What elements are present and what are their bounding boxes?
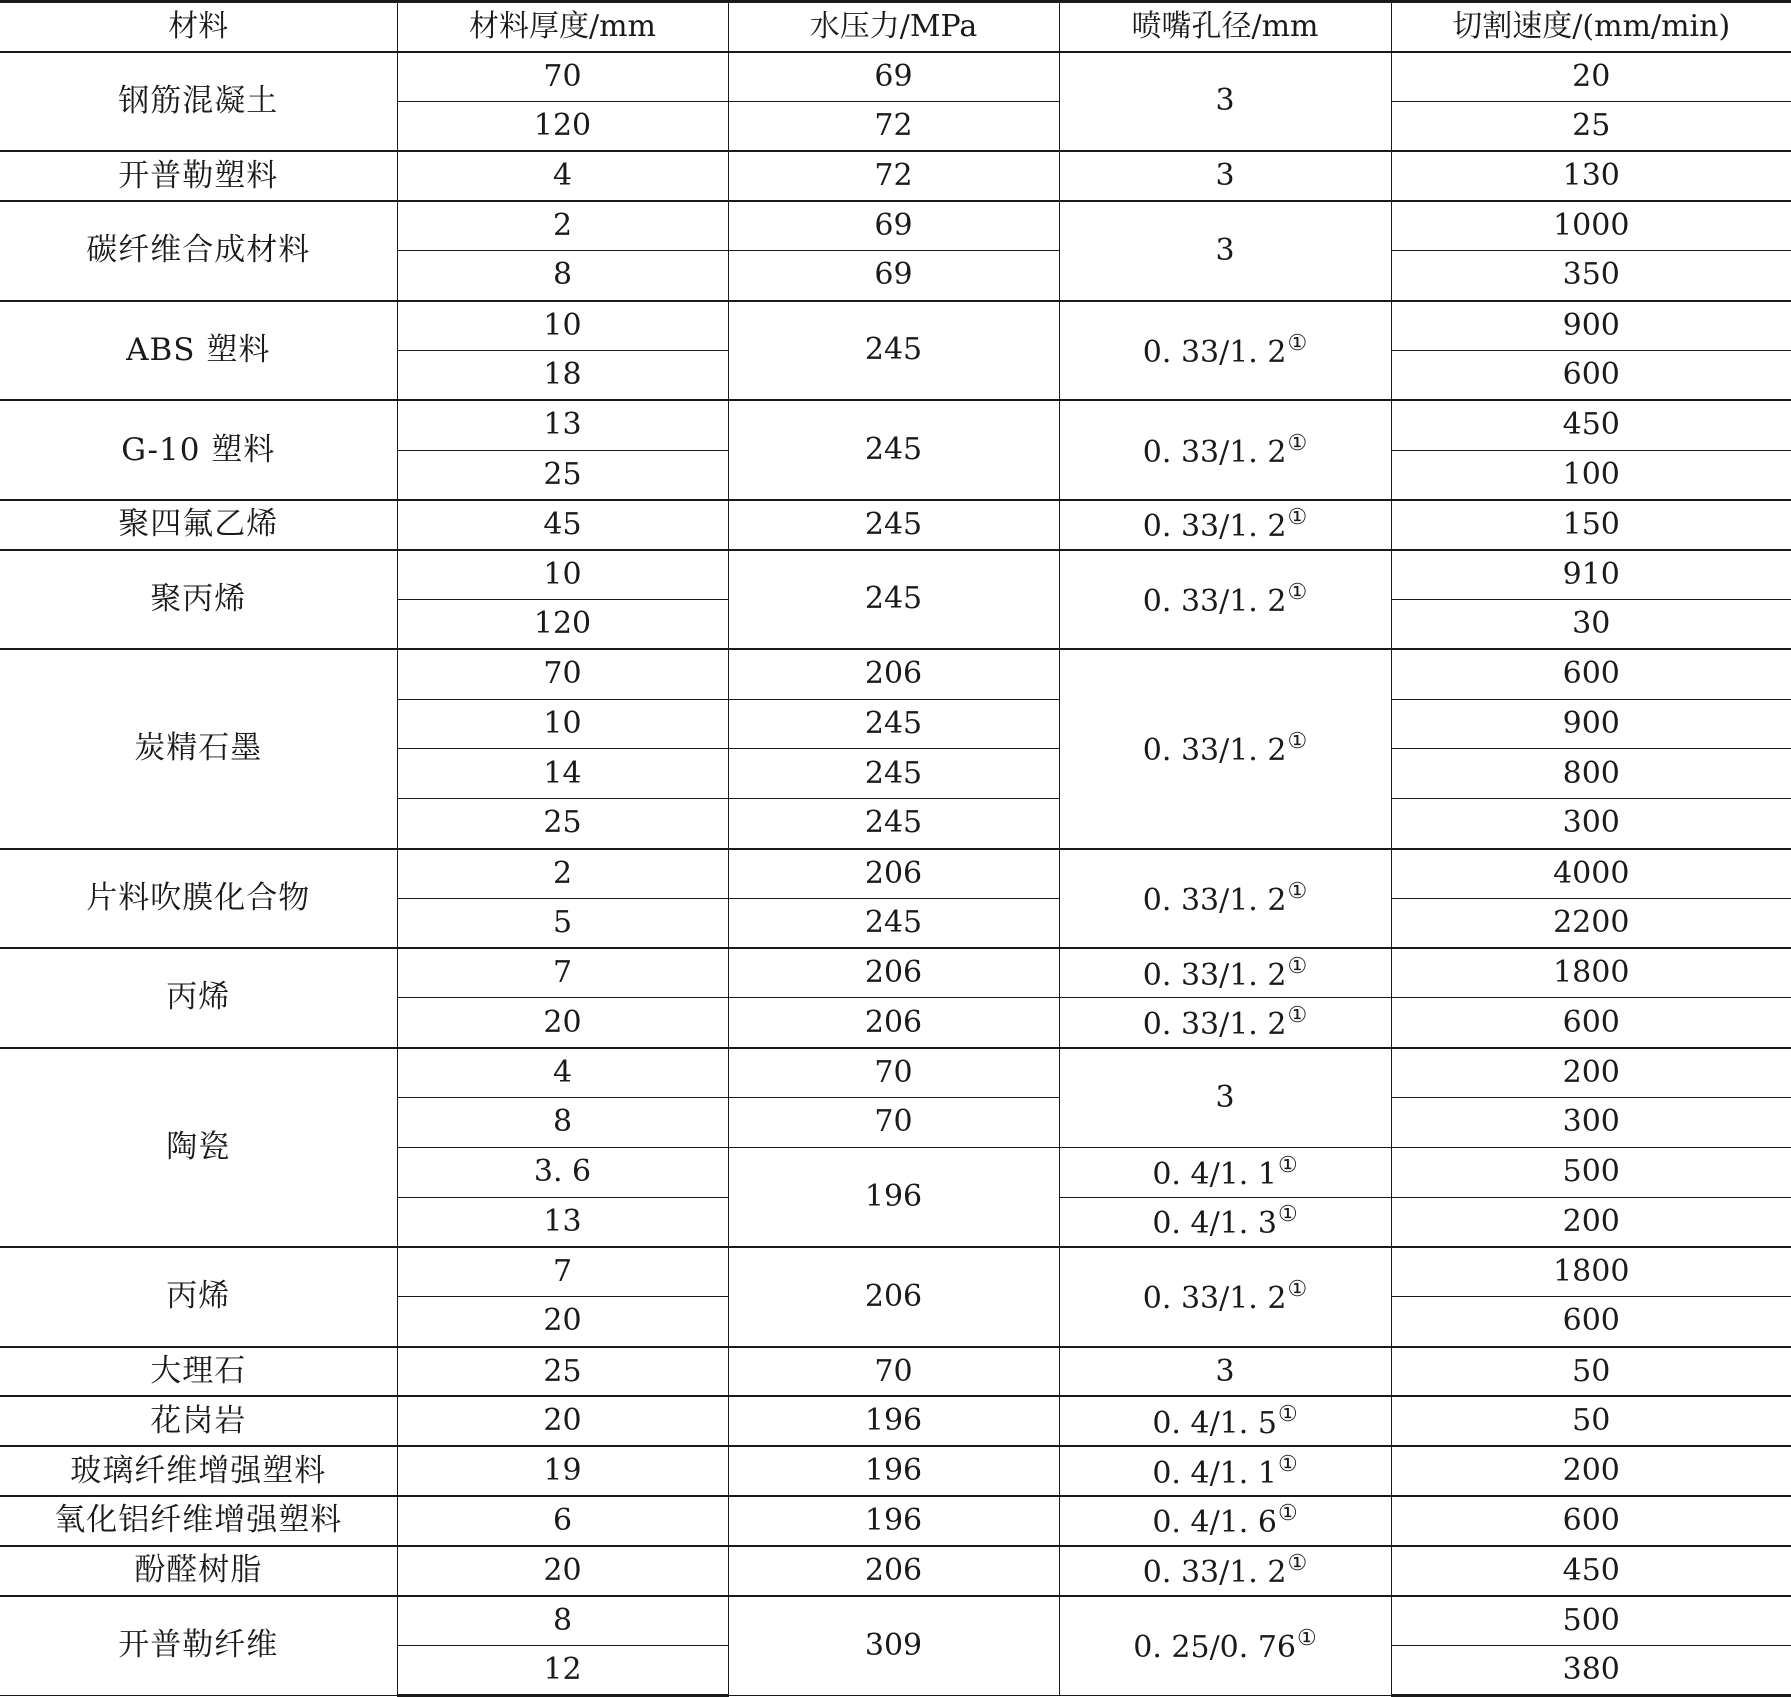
footnote-mark: ① (1277, 1202, 1298, 1228)
nozzle-value: 0. 4/1. 1 (1152, 1455, 1277, 1491)
nozzle-cell (1059, 151, 1391, 201)
nozzle-value: 0. 4/1. 6 (1152, 1505, 1277, 1541)
nozzle-value: 3 (1215, 1079, 1235, 1115)
material-cell: 氧化铝纤维增强塑料 (0, 1496, 397, 1546)
pressure-cell: 69 (728, 52, 1059, 102)
speed-cell: 130 (1391, 151, 1791, 201)
nozzle-cell (1059, 998, 1391, 1048)
nozzle-cell (1059, 1496, 1391, 1546)
material-cell: 钢筋混凝土 (0, 52, 397, 152)
speed-cell: 1800 (1391, 948, 1791, 998)
pressure-cell: 72 (728, 101, 1059, 151)
table-row (0, 1396, 1791, 1446)
material-cell: ABS 塑料 (0, 301, 397, 401)
table-row (0, 151, 1791, 201)
speed-cell: 500 (1391, 1147, 1791, 1197)
thickness-cell: 70 (397, 649, 728, 699)
nozzle-cell (1059, 500, 1391, 550)
material-cell: 花岗岩 (0, 1396, 397, 1446)
thickness-cell: 7 (397, 1247, 728, 1297)
footnote-mark: ① (1287, 1003, 1308, 1029)
nozzle-cell (1059, 1347, 1391, 1397)
nozzle-cell (1059, 301, 1391, 401)
footnote-mark: ① (1277, 1401, 1298, 1427)
nozzle-cell (1059, 1396, 1391, 1446)
speed-cell: 1000 (1391, 201, 1791, 251)
nozzle-value: 0. 33/1. 2 (1142, 434, 1287, 470)
table-body (0, 2, 1791, 1696)
material-cell: 开普勒纤维 (0, 1596, 397, 1696)
pressure-cell: 206 (728, 649, 1059, 699)
header-thickness: 材料厚度/mm (397, 2, 728, 52)
table-row (0, 1596, 1791, 1646)
header-row (0, 2, 1791, 52)
speed-cell: 910 (1391, 550, 1791, 600)
thickness-cell: 20 (397, 1546, 728, 1596)
thickness-cell: 70 (397, 52, 728, 102)
nozzle-cell (1059, 1247, 1391, 1347)
footnote-mark: ① (1287, 729, 1308, 755)
speed-cell: 600 (1391, 1496, 1791, 1546)
footnote-mark: ① (1277, 1501, 1298, 1527)
nozzle-value: 0. 33/1. 2 (1142, 882, 1287, 918)
nozzle-value: 0. 4/1. 1 (1152, 1156, 1277, 1192)
nozzle-cell (1059, 1048, 1391, 1148)
speed-cell: 500 (1391, 1596, 1791, 1646)
speed-cell: 200 (1391, 1197, 1791, 1247)
thickness-cell: 2 (397, 201, 728, 251)
nozzle-cell (1059, 400, 1391, 500)
nozzle-cell (1059, 1197, 1391, 1247)
speed-cell: 600 (1391, 649, 1791, 699)
speed-cell: 600 (1391, 1297, 1791, 1347)
nozzle-value: 0. 4/1. 5 (1152, 1405, 1277, 1441)
footnote-mark: ① (1277, 1152, 1298, 1178)
pressure-cell: 196 (728, 1446, 1059, 1496)
pressure-cell: 70 (728, 1098, 1059, 1148)
nozzle-value: 0. 33/1. 2 (1142, 957, 1287, 993)
thickness-cell: 5 (397, 898, 728, 948)
material-cell: 碳纤维合成材料 (0, 201, 397, 301)
thickness-cell: 13 (397, 1197, 728, 1247)
speed-cell: 300 (1391, 1098, 1791, 1148)
material-cell: 丙烯 (0, 1247, 397, 1347)
pressure-cell: 245 (728, 898, 1059, 948)
pressure-cell: 206 (728, 998, 1059, 1048)
thickness-cell: 4 (397, 1048, 728, 1098)
table-row (0, 550, 1791, 600)
pressure-cell: 72 (728, 151, 1059, 201)
nozzle-value: 3 (1215, 158, 1235, 194)
nozzle-value: 0. 33/1. 2 (1142, 509, 1287, 545)
nozzle-value: 0. 33/1. 2 (1142, 1281, 1287, 1317)
thickness-cell: 25 (397, 799, 728, 849)
nozzle-value: 3 (1215, 1353, 1235, 1389)
thickness-cell: 12 (397, 1646, 728, 1696)
thickness-cell: 20 (397, 1396, 728, 1446)
speed-cell: 150 (1391, 500, 1791, 550)
thickness-cell: 10 (397, 550, 728, 600)
pressure-cell: 70 (728, 1048, 1059, 1098)
thickness-cell: 20 (397, 1297, 728, 1347)
thickness-cell: 20 (397, 998, 728, 1048)
table-row (0, 1546, 1791, 1596)
table-row (0, 400, 1791, 450)
material-cell: G-10 塑料 (0, 400, 397, 500)
speed-cell: 200 (1391, 1048, 1791, 1098)
nozzle-value: 3 (1215, 232, 1235, 268)
speed-cell: 800 (1391, 749, 1791, 799)
footnote-mark: ① (1287, 878, 1308, 904)
speed-cell: 900 (1391, 301, 1791, 351)
thickness-cell: 25 (397, 1347, 728, 1397)
header-material: 材料 (0, 2, 397, 52)
footnote-mark: ① (1297, 1626, 1317, 1652)
thickness-cell: 18 (397, 350, 728, 400)
material-cell: 聚四氟乙烯 (0, 500, 397, 550)
nozzle-cell (1059, 1546, 1391, 1596)
speed-cell: 50 (1391, 1347, 1791, 1397)
thickness-cell: 3. 6 (397, 1147, 728, 1197)
speed-cell: 380 (1391, 1646, 1791, 1696)
pressure-cell: 196 (728, 1496, 1059, 1546)
speed-cell: 300 (1391, 799, 1791, 849)
pressure-cell: 245 (728, 550, 1059, 650)
speed-cell: 450 (1391, 1546, 1791, 1596)
nozzle-value: 0. 33/1. 2 (1142, 334, 1287, 370)
table-row (0, 201, 1791, 251)
thickness-cell: 8 (397, 1596, 728, 1646)
pressure-cell: 196 (728, 1147, 1059, 1247)
table-row (0, 52, 1791, 102)
speed-cell: 30 (1391, 599, 1791, 649)
speed-cell: 900 (1391, 699, 1791, 749)
speed-cell: 25 (1391, 101, 1791, 151)
speed-cell: 20 (1391, 52, 1791, 102)
speed-cell: 1800 (1391, 1247, 1791, 1297)
nozzle-cell (1059, 52, 1391, 152)
footnote-mark: ① (1287, 953, 1308, 979)
thickness-cell: 120 (397, 599, 728, 649)
header-speed: 切割速度/(mm/min) (1391, 2, 1791, 52)
pressure-cell: 245 (728, 500, 1059, 550)
thickness-cell: 4 (397, 151, 728, 201)
nozzle-cell (1059, 849, 1391, 949)
nozzle-value: 0. 4/1. 3 (1152, 1206, 1277, 1242)
nozzle-cell (1059, 1147, 1391, 1197)
thickness-cell: 13 (397, 400, 728, 450)
thickness-cell: 14 (397, 749, 728, 799)
speed-cell: 350 (1391, 251, 1791, 301)
footnote-mark: ① (1287, 430, 1308, 456)
table-row (0, 649, 1791, 699)
thickness-cell: 10 (397, 301, 728, 351)
table-row (0, 1048, 1791, 1098)
pressure-cell: 245 (728, 400, 1059, 500)
pressure-cell: 206 (728, 849, 1059, 899)
nozzle-value: 0. 25/0. 76 (1133, 1630, 1297, 1666)
nozzle-value: 3 (1215, 83, 1235, 119)
pressure-cell: 245 (728, 699, 1059, 749)
material-cell: 丙烯 (0, 948, 397, 1048)
thickness-cell: 2 (397, 849, 728, 899)
material-cell: 大理石 (0, 1347, 397, 1397)
table-row (0, 1247, 1791, 1297)
table-row (0, 849, 1791, 899)
table-row (0, 500, 1791, 550)
nozzle-cell (1059, 1596, 1391, 1696)
header-nozzle: 喷嘴孔径/mm (1059, 2, 1391, 52)
pressure-cell: 245 (728, 301, 1059, 401)
thickness-cell: 45 (397, 500, 728, 550)
pressure-cell: 245 (728, 749, 1059, 799)
speed-cell: 4000 (1391, 849, 1791, 899)
material-cell: 开普勒塑料 (0, 151, 397, 201)
nozzle-cell (1059, 1446, 1391, 1496)
material-cell: 陶瓷 (0, 1048, 397, 1247)
pressure-cell: 206 (728, 948, 1059, 998)
table-row (0, 1496, 1791, 1546)
speed-cell: 450 (1391, 400, 1791, 450)
pressure-cell: 69 (728, 251, 1059, 301)
speed-cell: 200 (1391, 1446, 1791, 1496)
table-row (0, 948, 1791, 998)
material-cell: 聚丙烯 (0, 550, 397, 650)
nozzle-cell (1059, 649, 1391, 848)
pressure-cell: 245 (728, 799, 1059, 849)
pressure-cell: 309 (728, 1596, 1059, 1696)
table-row (0, 1446, 1791, 1496)
thickness-cell: 7 (397, 948, 728, 998)
nozzle-value: 0. 33/1. 2 (1142, 1007, 1287, 1043)
nozzle-cell (1059, 201, 1391, 301)
footnote-mark: ① (1287, 579, 1308, 605)
speed-cell: 2200 (1391, 898, 1791, 948)
thickness-cell: 120 (397, 101, 728, 151)
nozzle-cell (1059, 550, 1391, 650)
thickness-cell: 8 (397, 1098, 728, 1148)
speed-cell: 100 (1391, 450, 1791, 500)
material-cell: 酚醛树脂 (0, 1546, 397, 1596)
footnote-mark: ① (1287, 1551, 1308, 1577)
pressure-cell: 206 (728, 1247, 1059, 1347)
table-row (0, 301, 1791, 351)
header-pressure: 水压力/MPa (728, 2, 1059, 52)
pressure-cell: 69 (728, 201, 1059, 251)
material-cell: 玻璃纤维增强塑料 (0, 1446, 397, 1496)
speed-cell: 600 (1391, 998, 1791, 1048)
nozzle-value: 0. 33/1. 2 (1142, 583, 1287, 619)
material-cell: 炭精石墨 (0, 649, 397, 848)
footnote-mark: ① (1287, 1277, 1308, 1303)
material-cell: 片料吹膜化合物 (0, 849, 397, 949)
footnote-mark: ① (1287, 505, 1308, 531)
nozzle-value: 0. 33/1. 2 (1142, 733, 1287, 769)
speed-cell: 600 (1391, 350, 1791, 400)
thickness-cell: 10 (397, 699, 728, 749)
thickness-cell: 6 (397, 1496, 728, 1546)
footnote-mark: ① (1277, 1451, 1298, 1477)
thickness-cell: 19 (397, 1446, 728, 1496)
pressure-cell: 206 (728, 1546, 1059, 1596)
speed-cell: 50 (1391, 1396, 1791, 1446)
table-row (0, 1347, 1791, 1397)
thickness-cell: 25 (397, 450, 728, 500)
pressure-cell: 70 (728, 1347, 1059, 1397)
pressure-cell: 196 (728, 1396, 1059, 1446)
nozzle-cell (1059, 948, 1391, 998)
nozzle-value: 0. 33/1. 2 (1142, 1555, 1287, 1591)
thickness-cell: 8 (397, 251, 728, 301)
footnote-mark: ① (1287, 330, 1308, 356)
